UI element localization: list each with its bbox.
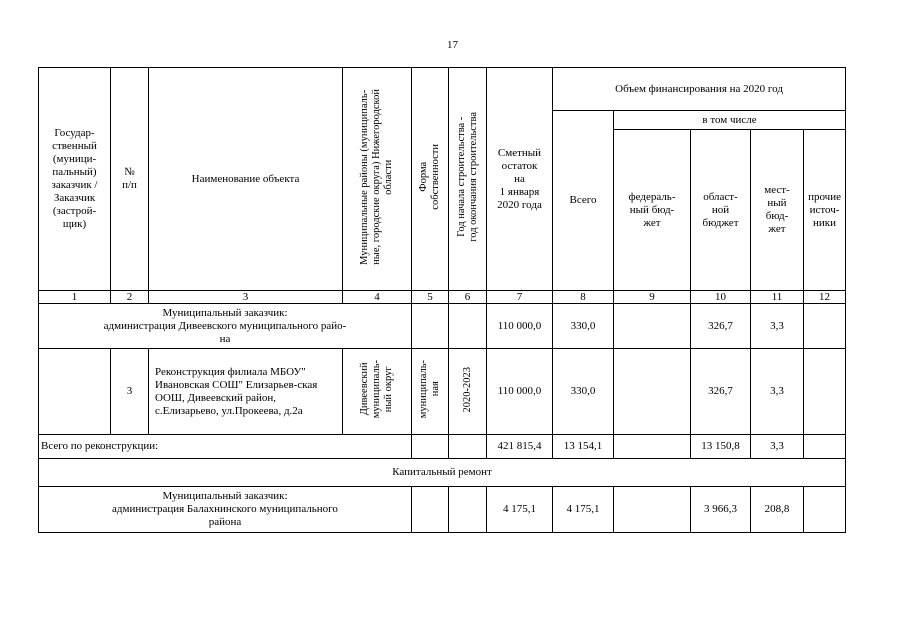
header-including: в том числе xyxy=(614,111,846,130)
header-years: Год начала строительства - год окончания строительства xyxy=(449,68,487,291)
header-local: мест- ный бюд- жет xyxy=(751,130,804,291)
column-number: 12 xyxy=(804,291,846,304)
header-federal: федераль- ный бюд- жет xyxy=(614,130,691,291)
header-financing: Объем финансирования на 2020 год xyxy=(553,68,846,111)
column-number: 4 xyxy=(343,291,412,304)
header-other: прочие источ- ники xyxy=(804,130,846,291)
object-ownership: муниципаль- ная xyxy=(412,349,449,435)
header-customer: Государ- ственный (муници- пальный) заказчик / Заказчик (застрой- щик) xyxy=(39,68,111,291)
regional-value: 13 150,8 xyxy=(691,435,751,459)
regional-value: 326,7 xyxy=(691,349,751,435)
balance-value: 421 815,4 xyxy=(487,435,553,459)
column-number: 8 xyxy=(553,291,614,304)
column-number: 11 xyxy=(751,291,804,304)
total-value: 330,0 xyxy=(553,304,614,349)
column-number: 7 xyxy=(487,291,553,304)
table-row xyxy=(39,435,846,459)
financing-table xyxy=(38,67,846,533)
total-value: 4 175,1 xyxy=(553,487,614,533)
balance-value: 110 000,0 xyxy=(487,349,553,435)
balance-value: 4 175,1 xyxy=(487,487,553,533)
object-district: Дивеевский муниципаль- ный округ xyxy=(343,349,412,435)
header-balance: Сметный остаток на 1 января 2020 года xyxy=(487,68,553,291)
object-number: 3 xyxy=(111,349,149,435)
table-row xyxy=(39,304,846,349)
column-number: 2 xyxy=(111,291,149,304)
section-heading: Капитальный ремонт xyxy=(39,459,846,487)
customer-label: Муниципальный заказчик: администрация Балахнинского муниципального района xyxy=(39,487,412,533)
header-num: № п/п xyxy=(111,68,149,291)
object-years: 2020-2023 xyxy=(449,349,487,435)
header-object-name: Наименование объекта xyxy=(149,68,343,291)
regional-value: 326,7 xyxy=(691,304,751,349)
local-value: 3,3 xyxy=(751,349,804,435)
column-number: 5 xyxy=(412,291,449,304)
header-districts: Муниципальные районы (муниципаль- ные, городские округа) Нижегородской области xyxy=(343,68,412,291)
object-name: Реконструкция филиала МБОУ" Ивановская СОШ" Елизарьев-ская ООШ, Дивеевский район, с.Елизарьево, ул.Прокеева, д.2а xyxy=(149,349,343,435)
total-value: 13 154,1 xyxy=(553,435,614,459)
table-row xyxy=(39,487,846,533)
header-ownership: Форма собственности xyxy=(412,68,449,291)
regional-value: 3 966,3 xyxy=(691,487,751,533)
customer-label: Муниципальный заказчик: администрация Дивеевского муниципального райо- на xyxy=(39,304,412,349)
column-number: 3 xyxy=(149,291,343,304)
subtotal-label: Всего по реконструкции: xyxy=(39,435,412,459)
column-number: 9 xyxy=(614,291,691,304)
column-number-row xyxy=(39,291,846,304)
header-total: Всего xyxy=(553,111,614,291)
column-number: 6 xyxy=(449,291,487,304)
header-regional: област- ной бюджет xyxy=(691,130,751,291)
table-row xyxy=(39,459,846,487)
table-row xyxy=(39,349,846,435)
total-value: 330,0 xyxy=(553,349,614,435)
local-value: 3,3 xyxy=(751,304,804,349)
column-number: 10 xyxy=(691,291,751,304)
local-value: 208,8 xyxy=(751,487,804,533)
balance-value: 110 000,0 xyxy=(487,304,553,349)
page-number: 17 xyxy=(447,39,458,51)
local-value: 3,3 xyxy=(751,435,804,459)
column-number: 1 xyxy=(39,291,111,304)
